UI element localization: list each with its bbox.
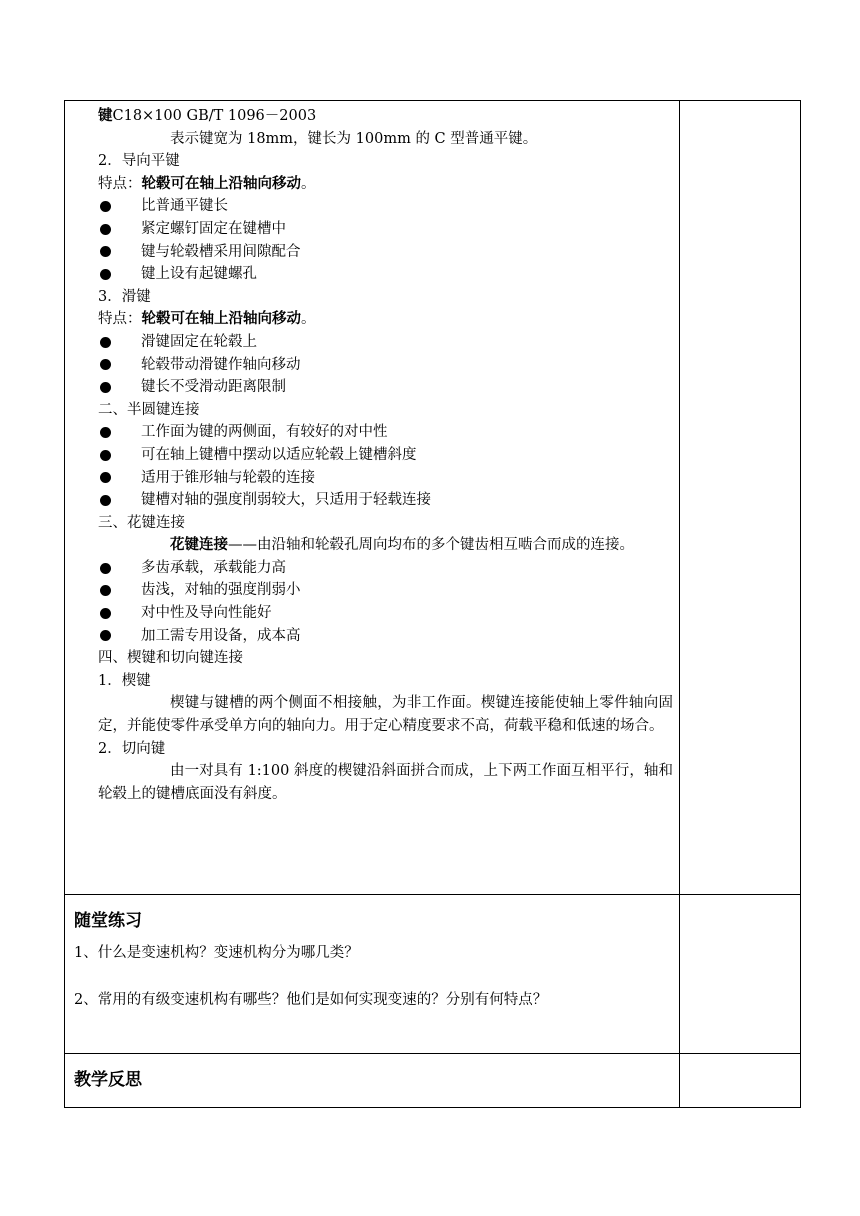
bullet-icon: [100, 472, 111, 483]
list-item: 紧定螺钉固定在键槽中: [98, 218, 673, 241]
list-item: 工作面为键的两侧面，有较好的对中性: [98, 421, 673, 444]
column-divider: [679, 101, 680, 1107]
list-item: 对中性及导向性能好: [98, 602, 673, 625]
list-item: 键槽对轴的强度削弱较大，只适用于轻载连接: [98, 489, 673, 512]
wedge-key-paragraph: 楔键与键槽的两个侧面不相接触，为非工作面。楔键连接能使轴上零件轴向固定，并能使零件承受单方向的轴向力。用于定心精度要求不高，荷载平稳和低速的场合。: [98, 695, 673, 735]
bullet-icon: [100, 608, 111, 619]
lesson-content: [98, 105, 673, 805]
heading-tangential-key: 2．切向键: [98, 740, 166, 757]
list-item: 轮毂带动滑键作轴向移动: [98, 354, 673, 377]
exercise-question-2: 2、常用的有级变速机构有哪些？他们是如何实现变速的？分别有何特点？: [74, 992, 548, 1008]
list-item: 键与轮毂槽采用间隙配合: [98, 241, 673, 264]
heading-wedge-tangential: 四、楔键和切向键连接: [98, 650, 243, 667]
bullet-icon: [100, 337, 111, 348]
heading-sliding-key: 3．滑键: [98, 288, 151, 305]
bullet-icon: [100, 495, 111, 506]
bullet-icon: [100, 630, 111, 641]
list-item: 比普通平键长: [98, 195, 673, 218]
spline-definition: 花键连接——由沿轴和轮毂孔周向均布的多个键齿相互啮合而成的连接。: [170, 536, 634, 554]
list-item: 适用于锥形轴与轮毂的连接: [98, 467, 673, 490]
exercise-title: 随堂练习: [74, 911, 142, 931]
key-designation: 键C18×100 GB/T 1096－2003: [98, 107, 317, 124]
list-item: 键上设有起键螺孔: [98, 263, 673, 286]
bullet-icon: [100, 359, 111, 370]
exercise-question-1: 1、什么是变速机构？变速机构分为哪几类？: [74, 945, 359, 961]
bullet-icon: [100, 563, 111, 574]
reflection-title: 教学反思: [74, 1070, 142, 1090]
list-item: 多齿承载，承载能力高: [98, 557, 673, 580]
heading-semicircular-key: 二、半圆键连接: [98, 401, 200, 418]
bullet-icon: [100, 269, 111, 280]
sliding-key-feature: 特点：轮毂可在轴上沿轴向移动。: [98, 310, 316, 328]
bullet-icon: [100, 382, 111, 393]
lesson-table: [64, 100, 801, 1108]
list-item: 滑键固定在轮毂上: [98, 331, 673, 354]
list-item: 键长不受滑动距离限制: [98, 376, 673, 399]
bullet-icon: [100, 201, 111, 212]
list-item: 加工需专用设备，成本高: [98, 625, 673, 648]
row-divider: [65, 894, 800, 895]
bullet-icon: [100, 224, 111, 235]
key-designation-note: 表示键宽为 18mm，键长为 100mm 的 C 型普通平键。: [170, 130, 538, 147]
bullet-icon: [100, 246, 111, 257]
list-item: 齿浅，对轴的强度削弱小: [98, 579, 673, 602]
bullet-icon: [100, 450, 111, 461]
list-item: 可在轴上键槽中摆动以适应轮毂上键槽斜度: [98, 444, 673, 467]
bullet-icon: [100, 427, 111, 438]
heading-spline: 三、花键连接: [98, 514, 185, 531]
guide-key-feature: 特点：轮毂可在轴上沿轴向移动。: [98, 174, 316, 192]
heading-wedge-key: 1．楔键: [98, 672, 151, 689]
bullet-icon: [100, 585, 111, 596]
tangential-key-paragraph: 由一对具有 1:100 斜度的楔键沿斜面拼合而成，上下两工作面互相平行，轴和轮毂上的键槽底面没有斜度。: [98, 763, 673, 802]
heading-guide-key: 2．导向平键: [98, 153, 180, 170]
row-divider: [65, 1053, 800, 1054]
